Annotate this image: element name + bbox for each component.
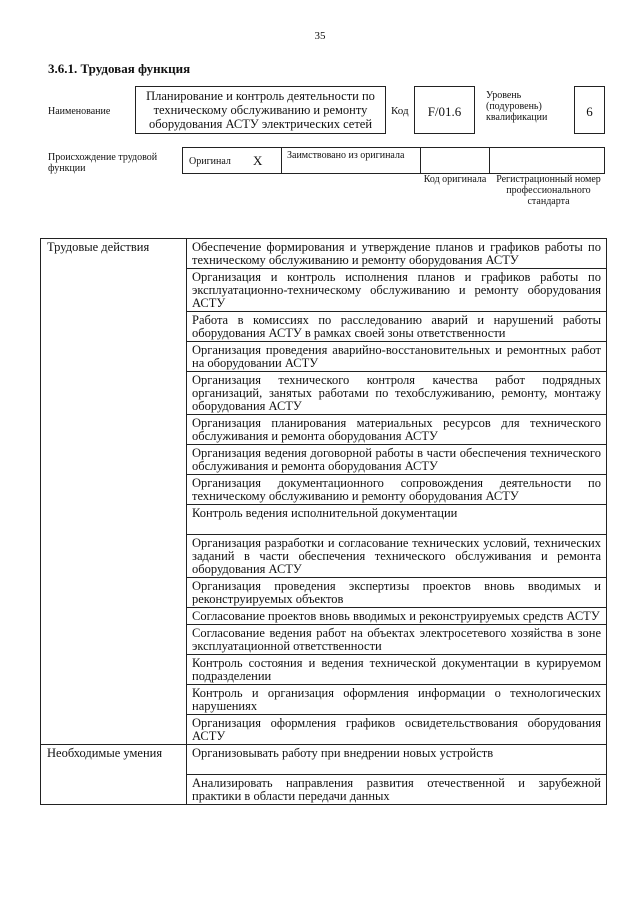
labor-action-item: Организация технического контроля качества работ подрядных организаций, занятых работами по техобслуживанию, ремонту, монтажу оборудования АСТУ [187, 372, 607, 415]
labor-action-item: Контроль и организация оформления информации о технологических нарушениях [187, 685, 607, 715]
origin-box [182, 147, 605, 174]
labor-action-item: Организация проведения аварийно-восстановительных и ремонтных работ на оборудовании АСТУ [187, 342, 607, 372]
labor-action-item: Контроль состояния и ведения технической документации в курируемом подразделении [187, 655, 607, 685]
origin-divider-3 [489, 148, 490, 173]
skill-item: Организовывать работу при внедрении новых устройств [187, 745, 607, 775]
labor-action-item: Контроль ведения исполнительной документации [187, 505, 607, 535]
table-row [41, 745, 607, 775]
borrowed-label: Заимствовано из оригинала [287, 150, 405, 161]
original-label: Оригинал [189, 156, 231, 167]
level-value: 6 [586, 104, 593, 119]
original-mark: X [253, 153, 263, 168]
origin-divider-1 [281, 148, 282, 173]
labor-action-item: Обеспечение формирования и утверждение планов и графиков работы по техническому обслуживанию и ремонту оборудования АСТУ [187, 239, 607, 269]
labor-action-item: Организация планирования материальных ресурсов для технического обслуживания и ремонта оборудования АСТУ [187, 415, 607, 445]
labor-actions-label: Трудовые действия [41, 239, 187, 745]
level-label: Уровень (подуровень) квалификации [486, 90, 548, 123]
origin-divider-2 [420, 148, 421, 173]
section-title: 3.6.1. Трудовая функция [48, 61, 191, 76]
labor-action-item: Согласование проектов вновь вводимых и реконструируемых средств АСТУ [187, 608, 607, 625]
code-value: F/01.6 [427, 104, 462, 119]
function-name-box [135, 86, 386, 134]
code-box [414, 86, 475, 134]
labor-action-item: Организация проведения экспертизы проектов вновь вводимых и реконструируемых объектов [187, 578, 607, 608]
labor-action-item: Организация и контроль исполнения планов и графиков работы по эксплуатационно-техническому обслуживанию и ремонту оборудования АСТУ [187, 269, 607, 312]
name-label: Наименование [48, 106, 111, 117]
labor-action-item: Согласование ведения работ на объектах электросетевого хозяйства в зоне эксплуатационной ответственности [187, 625, 607, 655]
labor-action-item: Работа в комиссиях по расследованию аварий и нарушений работы оборудования АСТУ в рамках своей зоны ответственности [187, 312, 607, 342]
function-name: Планирование и контроль деятельности по техническому обслуживанию и ремонту оборудования АСТУ электрических сетей [146, 89, 375, 131]
reg-number-caption: Регистрационный номер профессионального стандарта [496, 174, 601, 207]
labor-action-item: Организация документационного сопровождения деятельности по техническому обслуживанию и ремонту оборудования АСТУ [187, 475, 607, 505]
labor-action-item: Организация ведения договорной работы в части обеспечения технического обслуживания и ремонта оборудования АСТУ [187, 445, 607, 475]
labor-action-item: Организация оформления графиков освидетельствования оборудования АСТУ [187, 715, 607, 745]
level-box [574, 86, 605, 134]
page-number: 35 [314, 30, 326, 42]
skills-label: Необходимые умения [41, 745, 187, 805]
table-row [41, 239, 607, 269]
origin-label: Происхождение трудовой функции [48, 152, 158, 174]
labor-action-item: Организация разработки и согласование технических условий, технических заданий в части обеспечения технического обслуживания и ремонта оборудования АСТУ [187, 535, 607, 578]
labor-function-table [40, 238, 607, 805]
skill-item: Анализировать направления развития отечественной и зарубежной практики в области передачи данных [187, 775, 607, 805]
code-original-caption: Код оригинала [423, 174, 487, 185]
code-label: Код [391, 105, 409, 117]
